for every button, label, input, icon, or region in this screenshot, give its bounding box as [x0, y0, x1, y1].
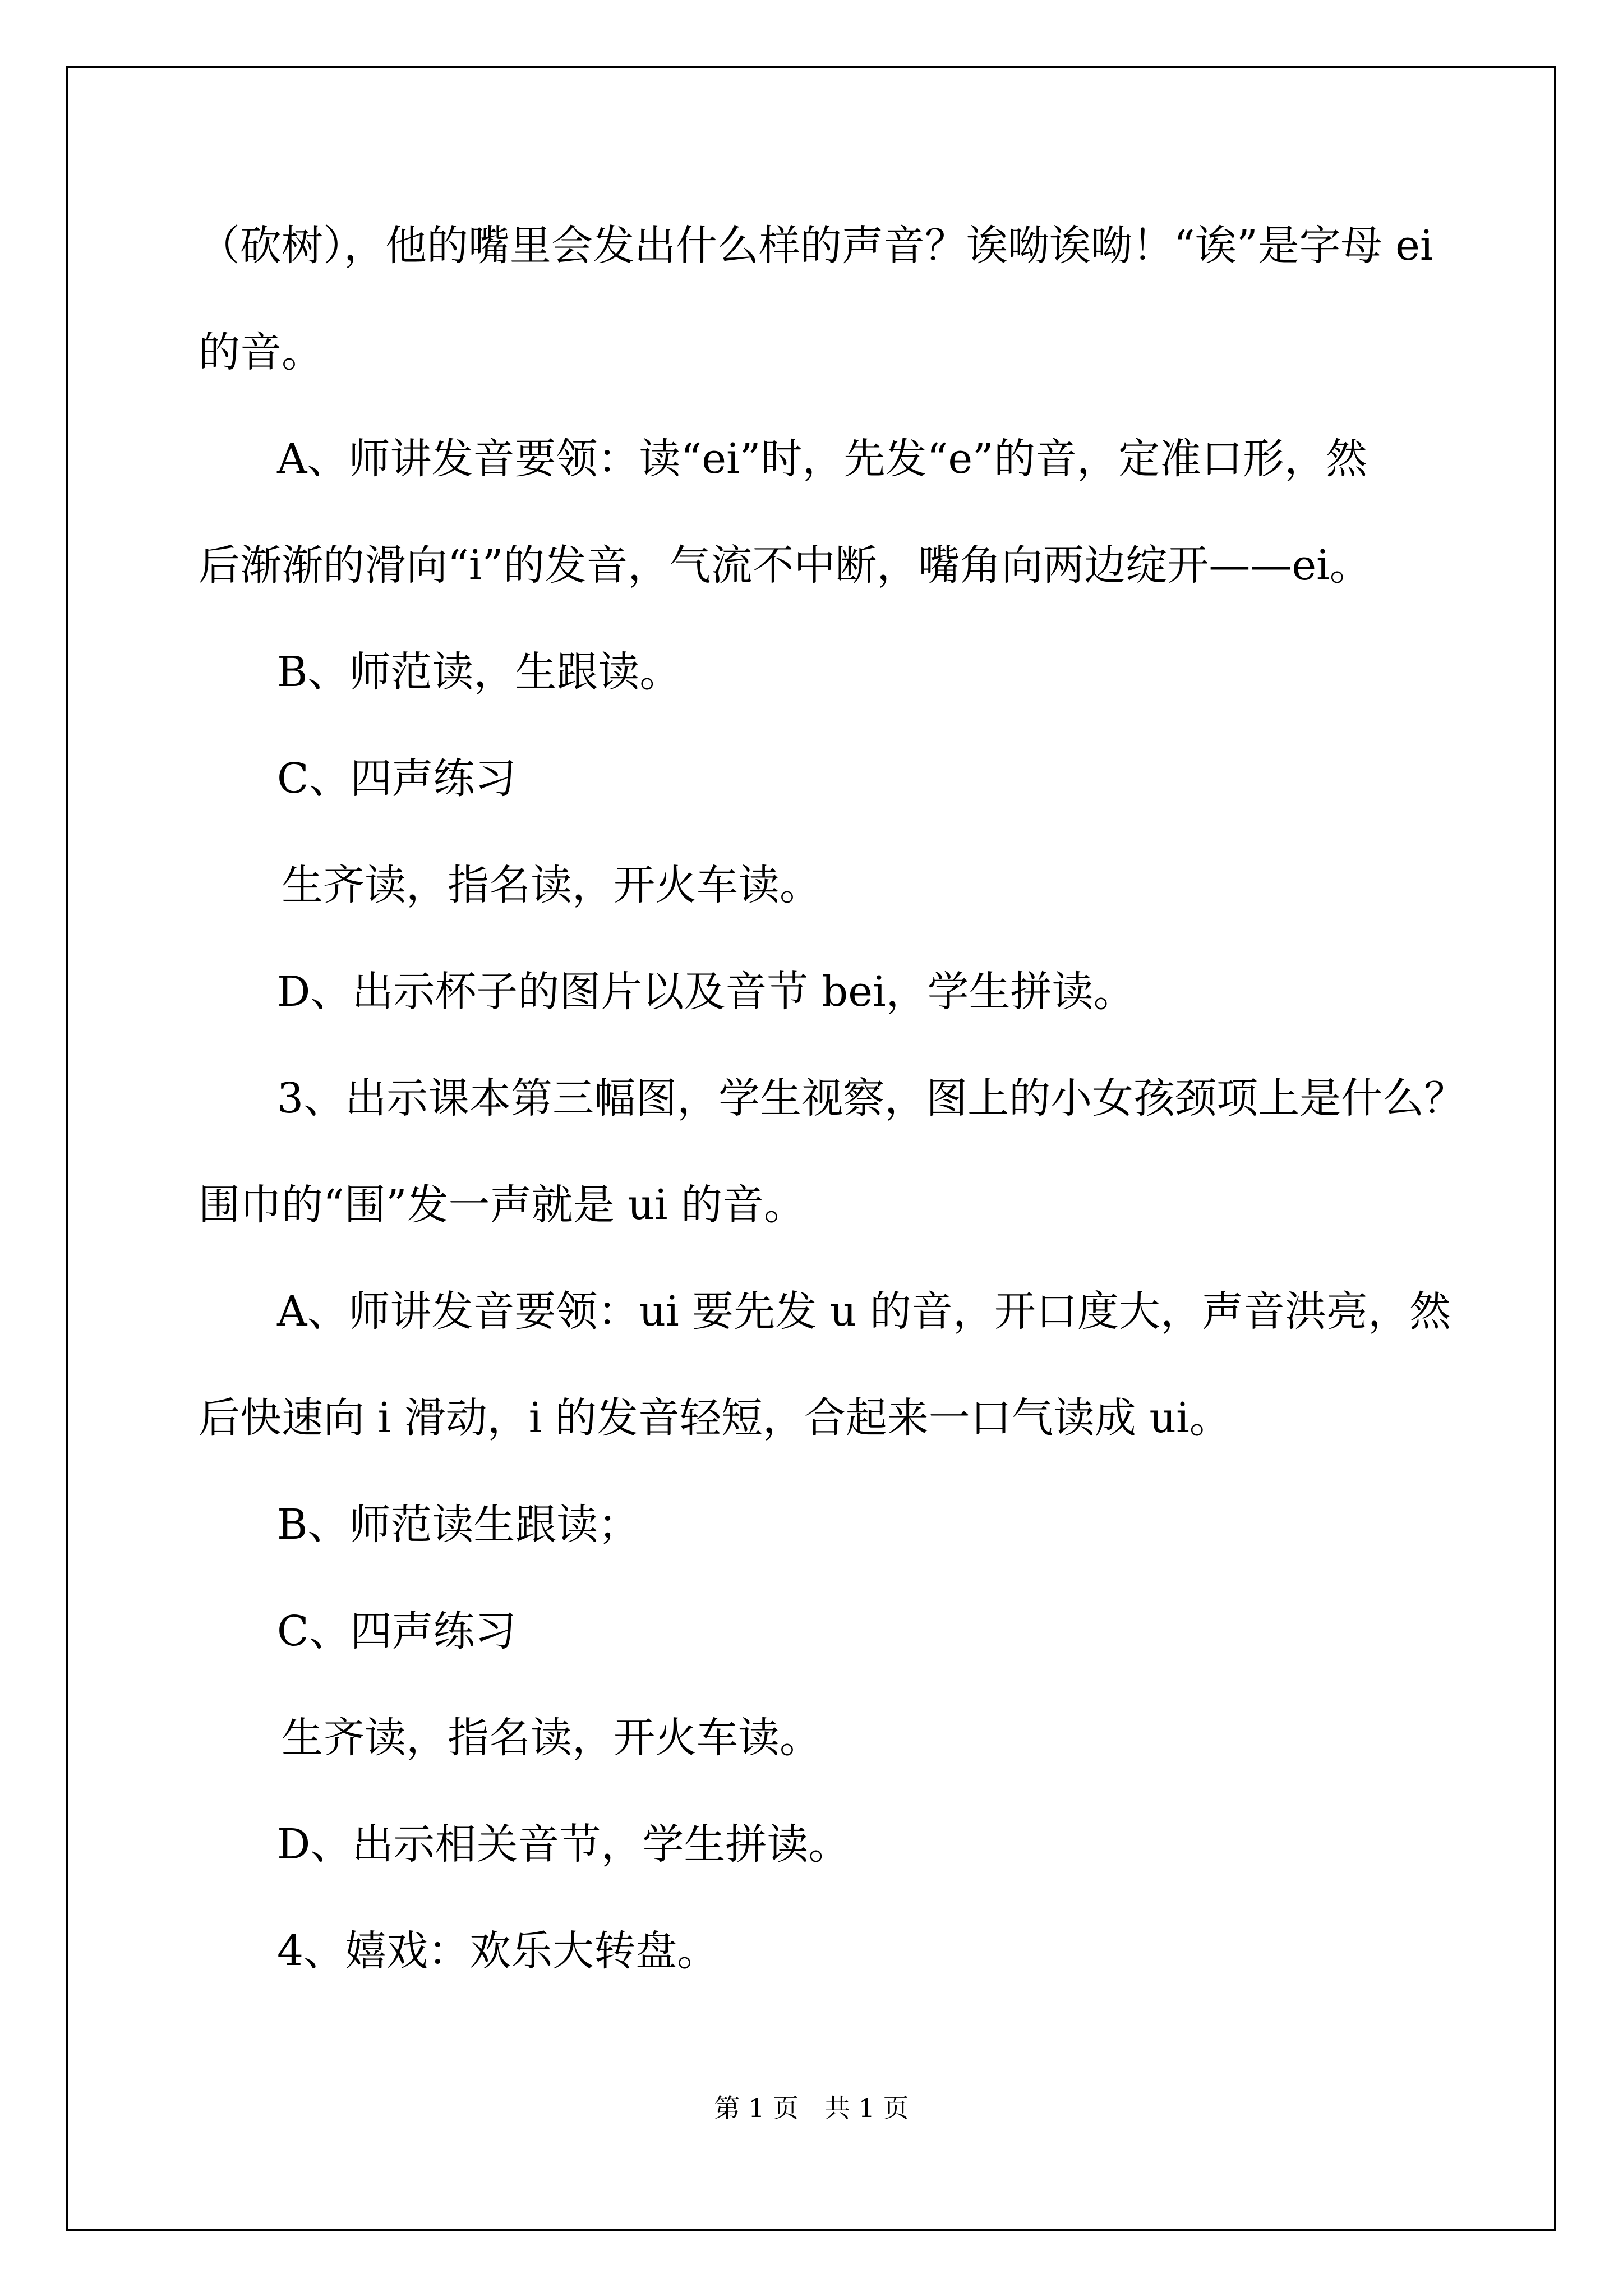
text-line: 后快速向 i 滑动，i 的发音轻短，合起来一口气读成 ui。 [199, 1394, 1231, 1442]
text-line: B、师范读生跟读； [277, 1501, 640, 1549]
text-line: D、出示杯子的图片以及音节 bei，学生拼读。 [277, 968, 1135, 1016]
text-line: D、出示相关音节，学生拼读。 [277, 1820, 850, 1869]
text-line: 3、出示课本第三幅图，学生视察，图上的小女孩颈项上是什么？ [277, 1074, 1466, 1122]
text-line: 4、嬉戏：欢乐大转盘。 [277, 1927, 719, 1975]
text-line: C、四声练习 [277, 754, 517, 803]
text-line: C、四声练习 [277, 1607, 517, 1655]
text-line: （砍树），他的嘴里会发出什么样的声音？诶呦诶呦！“诶”是字母 ei [199, 222, 1433, 270]
document-body [199, 219, 1477, 2031]
text-line: 后渐渐的滑向“i”的发音，气流不中断，嘴角向两边绽开——ei。 [199, 541, 1371, 590]
page-footer: 第 1 页 共 1 页 [714, 2093, 909, 2123]
text-line: 生齐读，指名读，开火车读。 [282, 861, 821, 909]
text-line: A、师讲发音要领：读“ei”时，先发“e”的音，定准口形，然 [277, 435, 1368, 483]
text-line: B、师范读，生跟读。 [277, 648, 681, 696]
text-line: 围巾的“围”发一声就是 ui 的音。 [199, 1181, 806, 1229]
text-line: 生齐读，指名读，开火车读。 [282, 1714, 821, 1762]
text-line: 的音。 [199, 328, 323, 376]
text-line: A、师讲发音要领：ui 要先发 u 的音，开口度大，声音洪亮，然 [277, 1287, 1451, 1336]
